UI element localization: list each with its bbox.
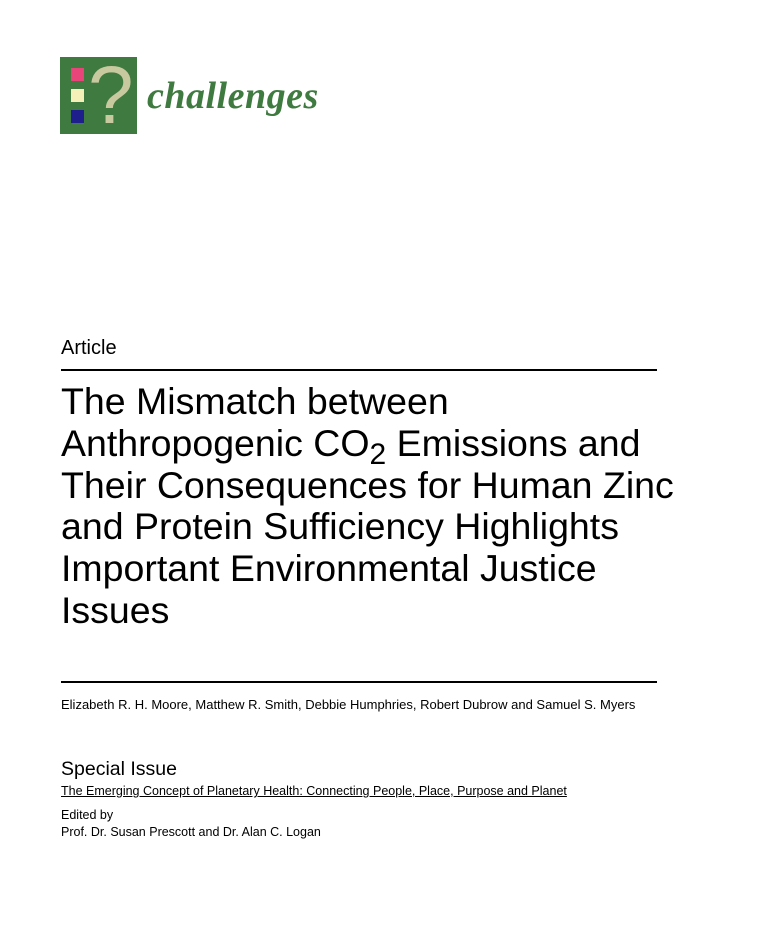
title-text-part1: The Mismatch between Anthropogenic CO (61, 380, 449, 464)
top-divider (61, 369, 657, 371)
logo-square-cream (71, 89, 84, 102)
edited-by-label: Edited by (61, 808, 114, 822)
author-list: Elizabeth R. H. Moore, Matthew R. Smith, Debbie Humphries, Robert Dubrow and Samuel S. Myers (61, 697, 636, 712)
title-text-part2: Emissions and Their Consequences for Human Zinc and Protein Sufficiency Highlights Important Environmental Justice Issues (61, 421, 674, 631)
special-issue-link[interactable]: The Emerging Concept of Planetary Health: Connecting People, Place, Purpose and Planet (61, 784, 567, 798)
logo-mark (60, 50, 137, 141)
logo-square-navy (71, 110, 84, 123)
journal-logo (60, 50, 319, 141)
article-type: Article (61, 337, 117, 359)
editor-list: Prof. Dr. Susan Prescott and Dr. Alan C. Logan (61, 825, 321, 839)
logo-square-pink (71, 68, 84, 81)
question-mark-icon: ? (88, 50, 134, 141)
title-subscript: 2 (369, 437, 387, 471)
special-issue-heading: Special Issue (61, 758, 177, 780)
journal-name: challenges (147, 74, 319, 117)
article-title (61, 381, 681, 632)
bottom-divider (61, 681, 657, 683)
